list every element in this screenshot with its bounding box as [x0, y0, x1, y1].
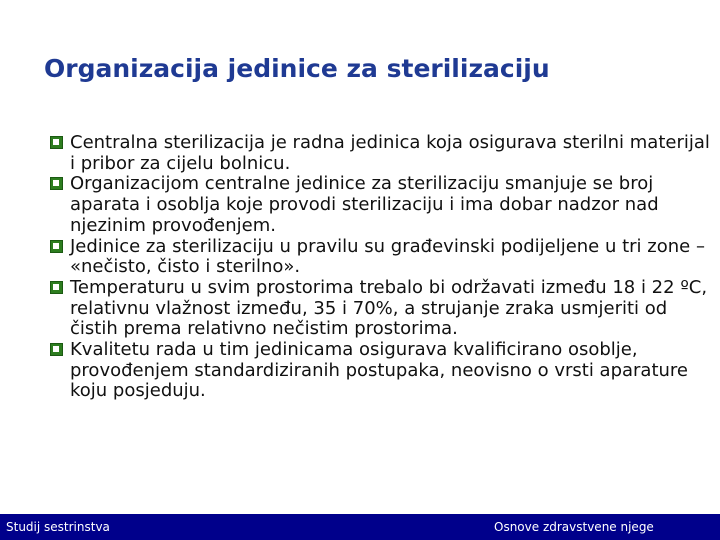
square-bullet-icon: [50, 281, 63, 294]
footer-course-name: Studij sestrinstva: [6, 520, 110, 534]
footer-subject-name: Osnove zdravstvene njege: [494, 520, 654, 534]
bullet-text: Temperaturu u svim prostorima trebalo bi održavati između 18 i 22 ºC, relativnu vlažnost između, 35 i 70%, a strujanje zraka usmjeriti od čistih prema relativno nečistim prostorima.: [70, 276, 708, 340]
bullet-text: Organizacijom centralne jedinice za sterilizaciju smanjuje se broj aparata i osoblja koje provodi sterilizaciju i ima dobar nadzor nad njezinim provođenjem.: [70, 173, 659, 236]
bullet-item: [50, 237, 710, 278]
bullet-item: [50, 133, 710, 174]
bullet-item: [50, 340, 710, 402]
slide-title: Organizacija jedinice za sterilizaciju: [44, 54, 550, 83]
square-bullet-icon: [50, 177, 63, 190]
footer-bar: [0, 514, 720, 540]
bullet-text: Centralna sterilizacija je radna jedinica koja osigurava sterilni materijal i pribor za cijelu bolnicu.: [70, 132, 710, 174]
bullet-text: Kvalitetu rada u tim jedinicama osigurava kvalificirano osoblje, provođenjem standardiziranih postupaka, neovisno o vrsti aparature koju posjeduju.: [70, 339, 689, 402]
bullet-item: [50, 174, 710, 236]
bullet-item: [50, 278, 710, 340]
bullet-list: [50, 133, 710, 402]
bullet-text: Jedinice za sterilizaciju u pravilu su građevinski podijeljene u tri zone – «nečisto, čisto i sterilno».: [70, 235, 705, 278]
square-bullet-icon: [50, 343, 63, 356]
square-bullet-icon: [50, 240, 63, 253]
square-bullet-icon: [50, 136, 63, 149]
